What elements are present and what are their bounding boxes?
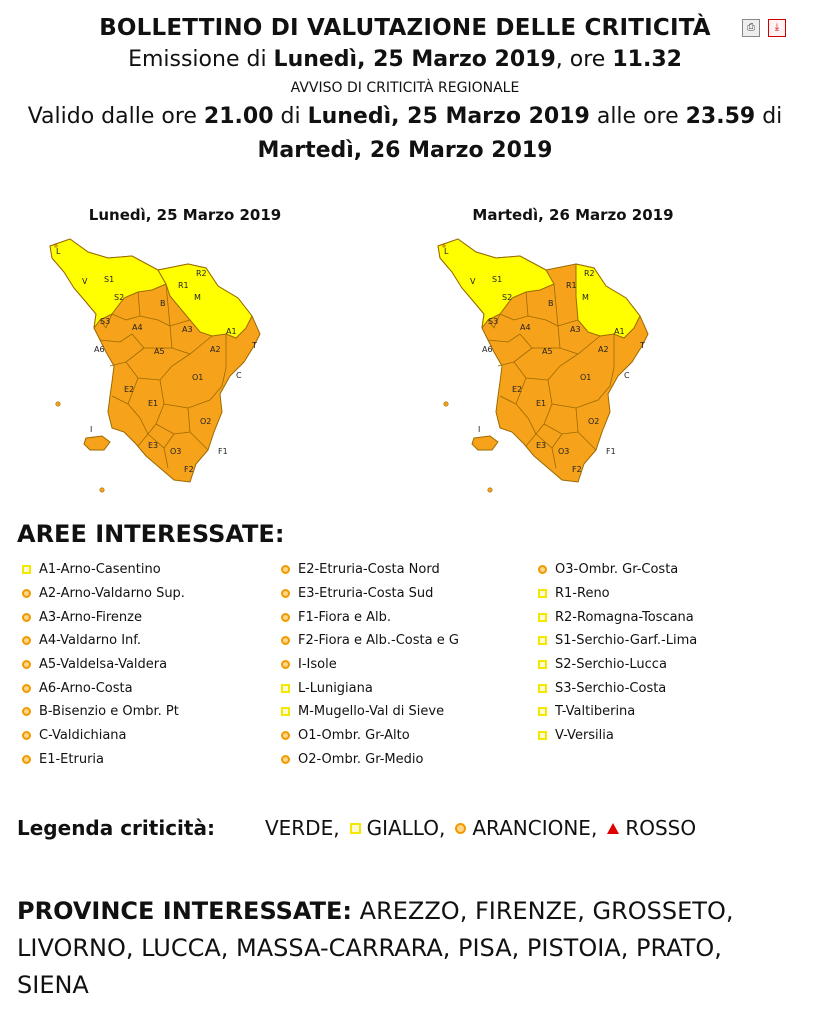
area-label: E2-Etruria-Costa Nord <box>298 562 440 578</box>
area-item <box>22 582 185 606</box>
zone-label: A1 <box>614 327 625 336</box>
area-label: C-Valdichiana <box>39 728 127 744</box>
zone-label: O3 <box>170 447 182 456</box>
arancione-circle-icon <box>22 684 31 693</box>
zone-label: O1 <box>192 373 204 382</box>
area-item <box>22 653 185 677</box>
zone-label: V <box>470 277 476 286</box>
giallo-square-icon <box>538 707 547 716</box>
area-label: L-Lunigiana <box>298 680 373 696</box>
arancione-circle-icon <box>538 565 547 574</box>
area-label: M-Mugello-Val di Sieve <box>298 704 445 720</box>
area-label: A1-Arno-Casentino <box>39 562 161 578</box>
zone-label: I <box>478 425 481 434</box>
aree-column-3 <box>538 558 697 748</box>
area-label: A3-Arno-Firenze <box>39 609 142 625</box>
rosso-triangle-icon <box>607 823 619 834</box>
zone-label: E2 <box>512 385 523 394</box>
zone-label: S1 <box>492 275 503 284</box>
giallo-square-icon <box>281 684 290 693</box>
zone-label: B <box>160 299 166 308</box>
arancione-circle-icon <box>455 823 466 834</box>
zone-label: R1 <box>566 281 577 290</box>
map-day1-tuscany[interactable] <box>40 230 340 500</box>
area-label: T-Valtiberina <box>555 704 636 720</box>
area-item <box>281 582 459 606</box>
zone-label: B <box>548 299 554 308</box>
island-giglio <box>100 488 104 492</box>
map-day2-label: Martedì, 26 Marzo 2019 <box>472 206 674 224</box>
emission-line: Emissione di Lunedì, 25 Marzo 2019, ore 11.32 <box>128 47 682 72</box>
zone-label: E3 <box>536 441 547 450</box>
zone-label: O2 <box>588 417 600 426</box>
giallo-square-icon <box>538 731 547 740</box>
legenda-label: Legenda criticità: <box>17 816 215 840</box>
zone-label: A5 <box>542 347 553 356</box>
area-label: O3-Ombr. Gr-Costa <box>555 562 679 578</box>
area-label: E3-Etruria-Costa Sud <box>298 586 434 602</box>
island-gorgona <box>444 402 448 406</box>
area-label: A2-Arno-Valdarno Sup. <box>39 586 185 602</box>
giallo-square-icon <box>538 684 547 693</box>
bulletin-title: BOLLETTINO DI VALUTAZIONE DELLE CRITICITÀ <box>99 15 711 41</box>
zone-label: A6 <box>94 345 105 354</box>
zone-label: R2 <box>196 269 207 278</box>
zone-label: L <box>56 247 61 256</box>
document-actions <box>742 19 786 37</box>
giallo-square-icon <box>538 589 547 598</box>
giallo-square-icon <box>538 636 547 645</box>
area-item <box>281 724 459 748</box>
area-item <box>281 676 459 700</box>
zone-label: O3 <box>558 447 570 456</box>
area-label: A5-Valdelsa-Valdera <box>39 657 168 673</box>
giallo-square-icon <box>22 565 31 574</box>
area-item <box>281 700 459 724</box>
arancione-circle-icon <box>281 636 290 645</box>
area-item <box>22 700 185 724</box>
area-item <box>538 676 697 700</box>
arancione-circle-icon <box>281 731 290 740</box>
giallo-square-icon <box>350 823 361 834</box>
zone-label: A2 <box>598 345 609 354</box>
arancione-circle-icon <box>22 613 31 622</box>
arancione-circle-icon <box>281 613 290 622</box>
legenda-giallo: GIALLO, <box>366 816 446 840</box>
arancione-circle-icon <box>22 636 31 645</box>
arancione-circle-icon <box>22 660 31 669</box>
pdf-icon[interactable]: ⤓ <box>768 19 786 37</box>
arancione-circle-icon <box>22 755 31 764</box>
zone-label: F2 <box>184 465 194 474</box>
zone-label: A3 <box>570 325 581 334</box>
zone-label: M <box>582 293 589 302</box>
area-item <box>281 629 459 653</box>
area-item <box>22 558 185 582</box>
zone-label: A6 <box>482 345 493 354</box>
aree-interessate-heading: AREE INTERESSATE: <box>17 520 285 548</box>
zone-label: I <box>90 425 93 434</box>
zone-label: A4 <box>132 323 143 332</box>
province-label: PROVINCE INTERESSATE: <box>17 897 353 925</box>
zone-label: R1 <box>178 281 189 290</box>
zone-label: T <box>252 341 257 350</box>
area-item <box>538 629 697 653</box>
arancione-circle-icon <box>281 565 290 574</box>
arancione-circle-icon <box>281 660 290 669</box>
province-interessate <box>17 893 777 1004</box>
area-label: I-Isole <box>298 657 337 673</box>
area-label: A6-Arno-Costa <box>39 680 133 696</box>
area-item <box>538 724 697 748</box>
zone-label: F1 <box>218 447 228 456</box>
zone-label: S2 <box>114 293 125 302</box>
zone-label: E1 <box>148 399 159 408</box>
zone-label: S1 <box>104 275 115 284</box>
giallo-square-icon <box>538 660 547 669</box>
area-label: R1-Reno <box>555 586 610 602</box>
area-item <box>538 653 697 677</box>
legenda-criticita <box>17 816 696 840</box>
zone-label: O1 <box>580 373 592 382</box>
zone-label: F2 <box>572 465 582 474</box>
area-label: R2-Romagna-Toscana <box>555 609 694 625</box>
zone-label: M <box>194 293 201 302</box>
arancione-circle-icon <box>281 755 290 764</box>
island-elba <box>472 436 498 450</box>
aree-column-1 <box>22 558 185 771</box>
zone-label: A3 <box>182 325 193 334</box>
zone-label: A5 <box>154 347 165 356</box>
map-day2 <box>428 204 728 500</box>
validity-line: Valido dalle ore 21.00 di Lunedì, 25 Marzo 2019 alle ore 23.59 di Martedì, 26 Marzo 2019 <box>27 104 783 163</box>
zone-label: A2 <box>210 345 221 354</box>
area-item <box>281 605 459 629</box>
area-item <box>281 748 459 772</box>
area-label: S3-Serchio-Costa <box>555 680 667 696</box>
area-item <box>538 605 697 629</box>
legenda-verde: VERDE, <box>264 816 340 840</box>
island-elba <box>84 436 110 450</box>
zone-label: E1 <box>536 399 547 408</box>
area-item <box>22 676 185 700</box>
giallo-square-icon <box>538 613 547 622</box>
zone-label: C <box>236 371 242 380</box>
area-item <box>22 748 185 772</box>
area-label: V-Versilia <box>555 728 614 744</box>
zone-label: S3 <box>100 317 111 326</box>
zone-label: S3 <box>488 317 499 326</box>
legenda-rosso: ROSSO <box>625 816 697 840</box>
print-icon[interactable]: ⎙ <box>742 19 760 37</box>
avviso-line: AVVISO DI CRITICITÀ REGIONALE <box>290 80 520 96</box>
aree-column-2 <box>281 558 459 771</box>
zone-label: A1 <box>226 327 237 336</box>
area-label: S2-Serchio-Lucca <box>555 657 667 673</box>
map-day1 <box>40 204 340 500</box>
area-item <box>538 582 697 606</box>
area-label: O2-Ombr. Gr-Medio <box>298 751 424 767</box>
bulletin-header <box>0 12 810 168</box>
area-label: O1-Ombr. Gr-Alto <box>298 728 410 744</box>
zone-label: F1 <box>606 447 616 456</box>
arancione-circle-icon <box>22 731 31 740</box>
area-item <box>22 724 185 748</box>
area-item <box>22 605 185 629</box>
area-label: S1-Serchio-Garf.-Lima <box>555 633 698 649</box>
zone-label: V <box>82 277 88 286</box>
zone-label: T <box>640 341 645 350</box>
area-item <box>281 558 459 582</box>
area-item <box>281 653 459 677</box>
area-item <box>538 558 697 582</box>
area-item <box>22 629 185 653</box>
arancione-circle-icon <box>281 589 290 598</box>
map-day2-tuscany[interactable] <box>428 230 728 500</box>
island-giglio <box>488 488 492 492</box>
legenda-arancione: ARANCIONE, <box>472 816 598 840</box>
province-list: AREZZO, FIRENZE, GROSSETO, LIVORNO, LUCCA, MASSA-CARRARA, PISA, PISTOIA, PRATO, SIENA <box>17 897 734 999</box>
arancione-circle-icon <box>22 707 31 716</box>
zone-label: A4 <box>520 323 531 332</box>
island-gorgona <box>56 402 60 406</box>
zone-label: E2 <box>124 385 135 394</box>
zone-label: E3 <box>148 441 159 450</box>
arancione-circle-icon <box>22 589 31 598</box>
map-day1-label: Lunedì, 25 Marzo 2019 <box>88 206 282 224</box>
zone-label: C <box>624 371 630 380</box>
zone-label: S2 <box>502 293 513 302</box>
zone-label: R2 <box>584 269 595 278</box>
area-label: F2-Fiora e Alb.-Costa e G <box>298 633 459 649</box>
zone-label: O2 <box>200 417 212 426</box>
area-item <box>538 700 697 724</box>
area-label: E1-Etruria <box>39 751 104 767</box>
giallo-square-icon <box>281 707 290 716</box>
area-label: F1-Fiora e Alb. <box>298 609 391 625</box>
area-label: A4-Valdarno Inf. <box>39 633 142 649</box>
zone-label: L <box>444 247 449 256</box>
area-label: B-Bisenzio e Ombr. Pt <box>39 704 179 720</box>
